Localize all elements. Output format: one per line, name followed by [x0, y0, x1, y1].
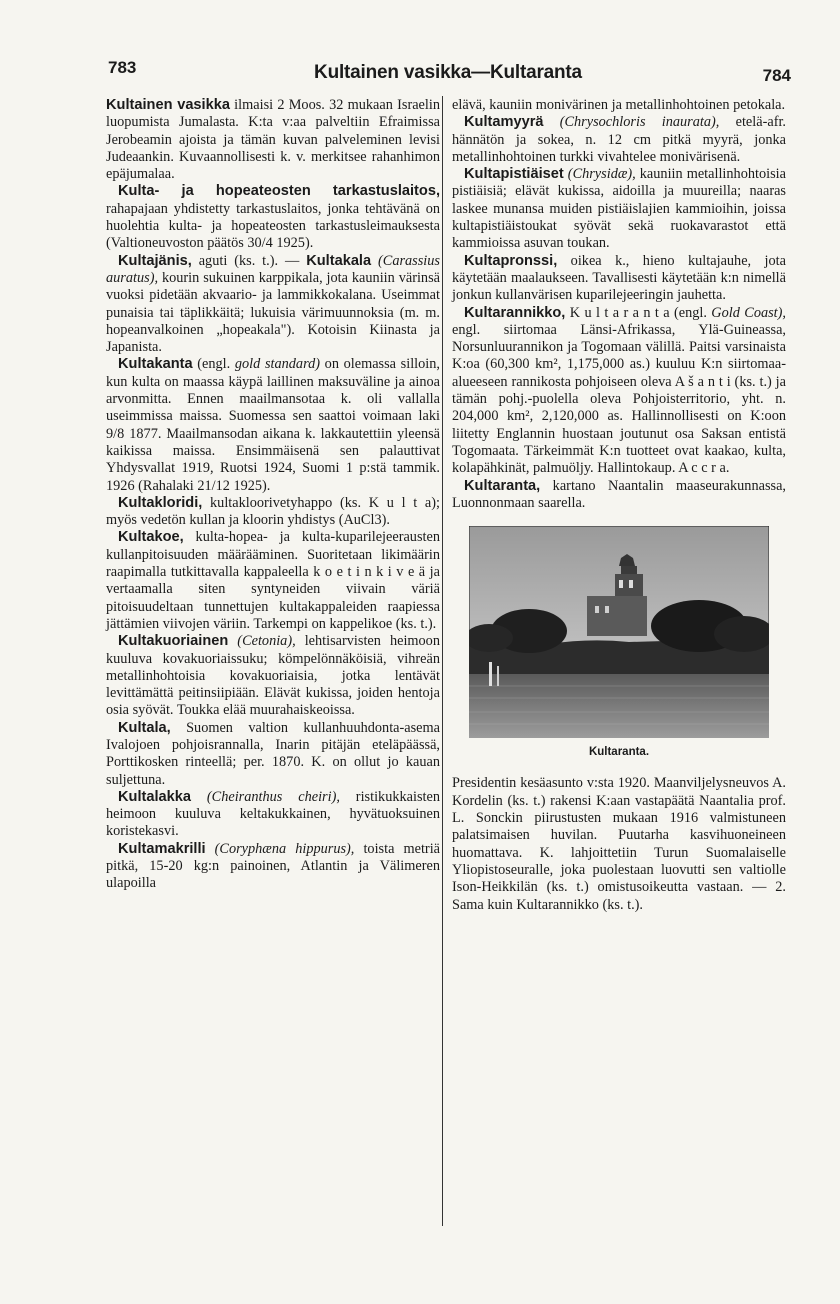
- photo-caption: Kultaranta.: [588, 746, 650, 759]
- photo-image: [469, 526, 769, 738]
- running-title: Kultainen vasikka—Kultaranta: [314, 62, 582, 83]
- entry-text: engl. siirtomaa Länsi-Afrikassa, Ylä-Guineassa, Norsunluurannikon ja Togomaan välillä. Paitsi varsinaista K:oa (60,300 km², 1,175,000 as.) kuuluu K:n siirtomaa-alueeseen rannikosta pohjoiseen oleva A š a n t i (ks. t.) ja tämän pohj.-puolella oleva Pohjoisterritorio, yht. n. 204,000 km², 2,120,000 as. Hallinnollisesti on K:oon liitetty Englannin huostaan joutunut osa Saksan entistä Togomaata. Tärkeimmät K:n tuotteet ovat kaakao, kulta, kolapähkinät, palmuöljy. Hallintokaup. A c c r a.: [452, 321, 786, 477]
- headword: Kultainen vasikka: [106, 97, 230, 113]
- entry-kultamakrilli: [106, 841, 440, 893]
- entry-kultainen-vasikka: [106, 97, 440, 183]
- entry-kultajanis: [106, 253, 440, 357]
- entry-kultakloridi: [106, 495, 440, 530]
- entry-continuation: [452, 97, 786, 114]
- headword: Kultakanta: [118, 356, 193, 373]
- headword: Kultalakka: [118, 788, 192, 805]
- entry-text: K u l t a r a n t a (engl.: [565, 304, 707, 321]
- headword: Kultakloridi,: [118, 494, 203, 511]
- entry-kultarannikko: [452, 305, 786, 478]
- entry-text: etelä-afr. hännätön ja sokea, n. 12 cm pitkä myyrä, jonka metallinhohtoinen turkki vivahtelee monivärisenä.: [452, 114, 786, 165]
- latin-name: (Coryphæna hippurus),: [205, 840, 355, 857]
- entry-text: Presidentin kesäasunto v:sta 1920. Maanviljelysneuvos A. Kordelin (ks. t.) rakensi K:aan vastapäätä Naantalia prof. L. Sonckin piirustusten mukaan 1916 valmistuneen palatsimaisen huvilan. Puutarha kasvihuoneineen huomattava. K. lahjoittetiin Turun Suomalaiselle Yliopistoseuralle, joka puolestaan luovutti sen valtiolle Ison-Heikkilän (ks. t.) omistusoikeutta vastaan. — 2. Sama kuin Kultarannikko (ks. t.).: [452, 775, 786, 913]
- headword: Kultakuoriainen: [118, 633, 229, 650]
- entry-text: oikea k., hieno kultajauhe, jota käytetään maalaukseen. Tavallisesti käytetään k:n nimellä jonkun kullanvärisen kuparilejeeringin jauhetta.: [452, 252, 786, 304]
- entry-text: kauniin metallinhohtoisia pistiäisiä; elävät kukissa, aidoilla ja muureilla; naaras laskee munansa muiden pistiäislajien kammioihin, joissa kultapistiäistoukat syövät sekä ruokavarastot että kammioissa asuvan toukan.: [452, 166, 786, 252]
- kultaranta-photo: [452, 526, 786, 761]
- headword: Kultapronssi,: [464, 252, 558, 269]
- latin-name: (Chrysochloris inaurata),: [543, 114, 720, 131]
- latin-name: (Cetonia),: [228, 633, 296, 650]
- column-divider: [442, 96, 443, 1226]
- page-number-left: 783: [108, 58, 137, 77]
- headword: Kultajänis,: [118, 252, 192, 269]
- latin-name: (Chrysidæ),: [563, 166, 636, 183]
- entry-text: ristikukkaisten heimoon kuuluva keltakukkainen, hyvätuoksuinen koristekasvi.: [106, 788, 440, 840]
- latin-name: gold standard): [230, 356, 321, 373]
- latin-name: Gold Coast),: [706, 304, 786, 321]
- entry-kultaranta-continued: [452, 775, 786, 913]
- headword: Kultamakrilli: [118, 840, 206, 857]
- latin-name: (Carassius auratus),: [106, 252, 440, 286]
- headword: Kultamyyrä: [464, 114, 544, 131]
- entry-text: toista metriä pitkä, 15-20 kg:n painoinen, Atlantin ja Välimeren ulapoilla: [106, 840, 441, 892]
- right-column: [452, 97, 786, 914]
- latin-name: (Cheiranthus cheiri),: [191, 788, 340, 805]
- entry-text: lehtisarvisten heimoon kuuluva kovakuoriaissuku; kömpelönnäköisiä, vihreän metallinhohtoisia kovakuoriaisia, jotka lentävät levittämättä peitinsiipiään. Elävät kukissa, joiden hentoja osia syövät. Toukka elää muurahaiskeoissa.: [106, 633, 440, 719]
- entry-text: ilmaisi 2 Moos. 32 mukaan Israelin luopumista Jumalasta. K:ta v:aa palveltiin Efraimissa Jerobeamin ajoista ja tämän kuvan palveleminen levisi Judeaankin. Kuvaannollisesti k. v. merkitsee rahanhimon epäjumalaa.: [106, 97, 440, 183]
- entry-kultakoe: [106, 529, 440, 633]
- entry-tarkastuslaitos: [106, 183, 440, 252]
- entry-kultalakka: [106, 789, 440, 841]
- entry-kultakuoriainen: [106, 633, 440, 719]
- entry-kultapronssi: [452, 253, 786, 305]
- entry-kultamyyra: [452, 114, 786, 166]
- headword: Kultaranta,: [464, 477, 541, 494]
- entry-kultapistiaiset: [452, 166, 786, 252]
- entry-text: kourin sukuinen karppikala, jota kauniin värinsä vuoksi pidetään akvaario- ja lammikkokalana. Useimmat punaisia tai täplikkäitä; lukuisia värimuunnoksia (m. m. hopeanvalkoinen „hopeakala"). Kotoisin Kiinasta ja Japanista.: [106, 269, 440, 356]
- headword: Kultarannikko,: [464, 304, 566, 321]
- entry-text: aguti (ks. t.). —: [191, 252, 300, 269]
- headword: Kultakoe,: [118, 529, 184, 546]
- headword: Kulta- ja hopeateosten tarkastuslaitos,: [118, 183, 440, 200]
- entry-kultala: [106, 720, 440, 789]
- entry-text: (engl.: [192, 356, 231, 373]
- headword: Kultakala: [306, 252, 372, 269]
- page-header: [105, 58, 791, 86]
- entry-kultaranta: [452, 478, 786, 513]
- entry-kultakanta: [106, 356, 440, 494]
- page-number-right: 784: [762, 66, 791, 85]
- left-column: [106, 97, 440, 893]
- entry-text: elävä, kauniin monivärinen ja metallinhohtoinen petokala.: [452, 97, 786, 113]
- entry-text: kultakloorivetyhappo (ks. K u l t a); myös vedetön kullan ja kloorin yhdistys (AuCl3).: [106, 494, 440, 529]
- entry-text: Suomen valtion kullanhuuhdonta-asema Ivalojoen pohjoisrannalla, Inarin pitäjän eteläpäässä, Porttikosken rinteellä; per. 1870. K. on ollut jo kauan suljettuna.: [106, 719, 440, 788]
- entry-text: kartano Naantalin maaseurakunnassa, Luonnonmaan saarella.: [452, 477, 786, 511]
- entry-text: rahapajaan yhdistetty tarkastuslaitos, jonka tehtävänä on huolehtia kulta- ja hopeateosten tarkastusleimauksesta (Valtioneuvoston päätös 30/4 1925).: [106, 200, 440, 252]
- headword: Kultapistiäiset: [464, 166, 564, 183]
- entry-text: on olemassa silloin, kun kulta on maassa käypä laillinen maksuväline ja ainoa arvonmitta. Ennen maailmansotaa k. oli vallalla useimmissa maissa. Suomessa sen saattoi voimaan laki 9/8 1877. Maailmansodan aikana k. lakkautettiin yleensä kaikissa maissa. Ensimmäisenä sen palauttivat Yhdysvallat 1919, Ruotsi 1924, Suomi 1 p:stä tammik. 1926 (Rahalaki 21/12 1925).: [106, 356, 440, 494]
- entry-text: kulta-hopea- ja kulta-kuparilejeerausten kullanpitoisuuden määrääminen. Suoritetaan likimäärin raapimalla tutkittavalla kappaleella k o e t i n k i v e ä ja vertaamalla siten syntyneiden viivain väriä pitoisuudeltaan tunnettujen kultakappaleiden raapiessa jättämien viivojen väriin. Tarkempi on kappelikoe (ks. t.).: [106, 529, 440, 632]
- headword: Kultala,: [118, 719, 171, 736]
